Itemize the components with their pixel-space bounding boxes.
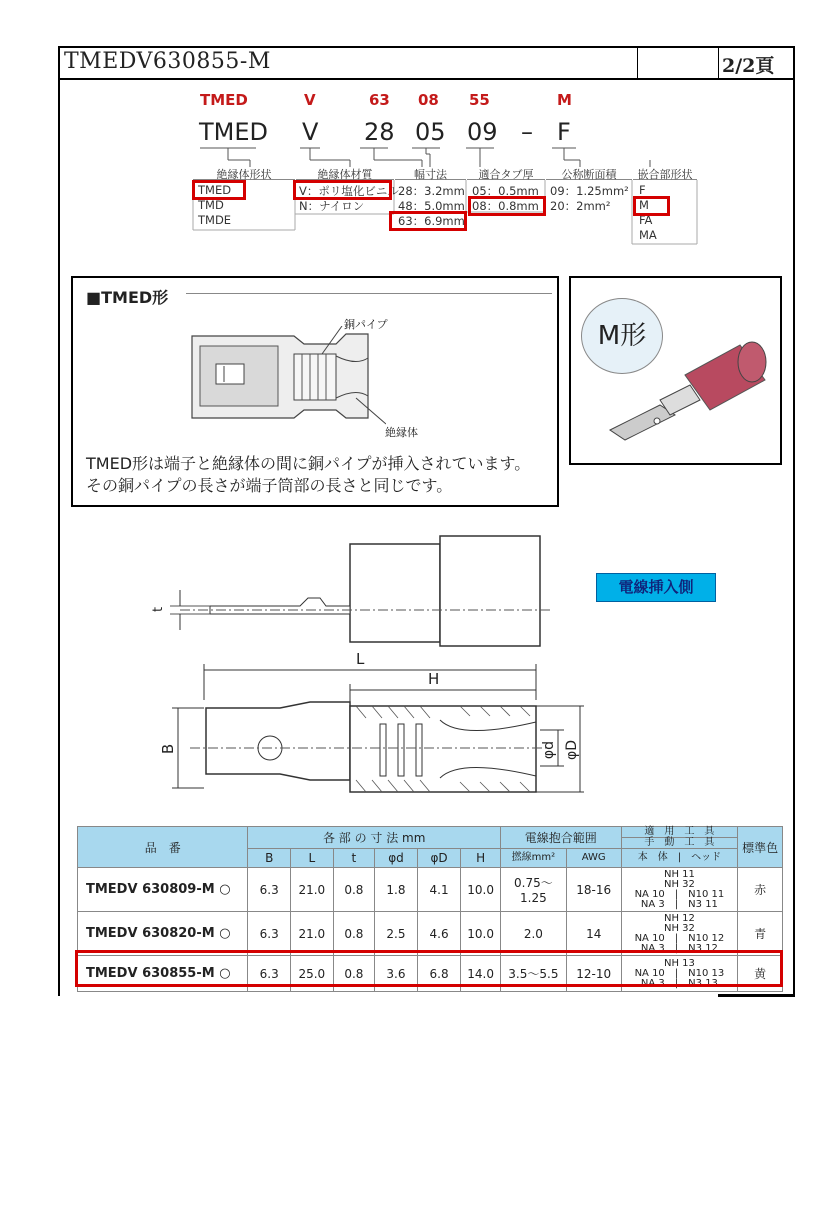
highlight-target-row [75, 950, 783, 987]
label-insulator: 絶縁体 [385, 426, 418, 439]
option-shape-tmd: TMD [198, 198, 224, 212]
th-B: B [248, 849, 291, 868]
option-fit-ma: MA [639, 228, 657, 242]
page-number: 2/2頁 [722, 55, 775, 77]
cell-awg: 18-16 [566, 868, 621, 912]
highlight-width-63 [389, 211, 467, 231]
cell-H: 10.0 [461, 912, 501, 956]
example-code-dash: – [521, 118, 533, 146]
dim-B-label: B [159, 743, 178, 755]
tmed-cross-section-illustration [186, 326, 386, 426]
cell-d: 3.6 [375, 956, 418, 992]
part-mark: ○ [219, 882, 231, 897]
th-tool-sub: 本 体 | ヘッド [621, 849, 738, 868]
cell-mm2: 0.75～1.25 [500, 868, 566, 912]
option-shape-tmed: TMED [198, 183, 232, 197]
cell-B: 6.3 [248, 912, 291, 956]
tmed-panel-title: ■TMED形 [86, 288, 169, 307]
header-divider [718, 46, 719, 79]
th-t: t [333, 849, 375, 868]
option-fit-f: F [639, 183, 646, 197]
th-tool [621, 827, 738, 849]
terminal-side-view [140, 528, 560, 648]
wire-insertion-side-label: 電線挿入側 [596, 573, 716, 602]
cell-t: 0.8 [333, 868, 375, 912]
cell-t: 0.8 [333, 956, 375, 992]
table-row [78, 912, 783, 956]
tool-head: N3 11 [688, 898, 718, 910]
tool-body: NA 10 [634, 967, 665, 979]
cell-color: 青 [738, 912, 783, 956]
example-code-material: V [302, 118, 319, 146]
cell-awg: 14 [566, 912, 621, 956]
tool-head: N10 11 [688, 888, 725, 900]
cell-mm2: 3.5～5.5 [500, 956, 566, 992]
tool-body: NA 10 [634, 932, 665, 944]
red-code-tab: 08 [418, 91, 439, 109]
part-number [78, 912, 248, 956]
tool-head: N10 13 [688, 967, 725, 979]
cell-B: 6.3 [248, 868, 291, 912]
tool-nh: NH 13 [663, 957, 695, 969]
red-code-section: 55 [469, 91, 490, 109]
cell-mm2: 2.0 [500, 912, 566, 956]
cell-L: 21.0 [291, 912, 334, 956]
option-section-20: 20：2mm² [550, 199, 611, 213]
example-code-shape: F [557, 118, 571, 146]
option-width-48: 48：5.0mm [398, 199, 465, 213]
tool-nh: NH 32 [663, 922, 695, 934]
th-wire: 電線抱合範囲 [500, 827, 621, 849]
tmed-description-line1: TMED形は端子と絶縁体の間に銅パイプが挿入されています。 [86, 454, 531, 473]
cell-D: 4.1 [417, 868, 461, 912]
option-tab-08: 08：0.8mm [472, 199, 539, 213]
part-number-text: TMEDV 630809-M [86, 882, 215, 897]
footer-rule [718, 994, 795, 997]
tool-head: N3 13 [688, 977, 718, 989]
col-heading-tab: 適合タブ厚 [467, 166, 545, 180]
part-mark: ○ [219, 926, 231, 941]
highlight-fit-m [633, 196, 670, 216]
option-fit-fa: FA [639, 213, 653, 227]
example-code-width: 28 [364, 118, 395, 146]
example-code-tab: 05 [415, 118, 446, 146]
highlight-tab-08 [468, 196, 546, 216]
part-mark: ○ [219, 966, 231, 981]
option-section-09: 09：1.25mm² [550, 184, 629, 198]
cell-B: 6.3 [248, 956, 291, 992]
dim-L-label: L [356, 650, 365, 668]
dim-D-label: φD [564, 739, 581, 761]
header-divider [637, 46, 638, 79]
col-heading-fit: 嵌合部形状 [633, 166, 697, 180]
part-number-text: TMEDV 630820-M [86, 926, 215, 941]
tool-nh: NH 11 [663, 868, 695, 880]
cell-D: 6.8 [417, 956, 461, 992]
th-tool-applicable: 適 用 工 具 [644, 826, 715, 837]
th-tool-body: 本 体 [637, 852, 668, 863]
option-shape-tmde: TMDE [198, 213, 232, 227]
cell-d: 2.5 [375, 912, 418, 956]
example-code-section: 09 [467, 118, 498, 146]
option-material-v: V：ポリ塩化ビニル [299, 184, 399, 198]
th-color: 標準色 [738, 827, 783, 868]
cell-H: 14.0 [461, 956, 501, 992]
part-number-text: TMEDV 630855-M [86, 966, 215, 981]
th-tool-manual: 手 動 工 具 [622, 837, 738, 848]
tool-body: NA 3 [640, 942, 665, 954]
cell-tools: NH 11 NH 32 NA 10 | N10 11 NA 3 | N3 11 [621, 868, 738, 912]
cell-tools: NH 13 NA 10 | N10 13 NA 3 | N3 13 [621, 956, 738, 992]
tmed-description-line2: その銅パイプの長さが端子筒部の長さと同じです。 [86, 476, 453, 495]
th-part: 品 番 [78, 827, 248, 868]
dim-t-label: t [151, 606, 167, 613]
option-width-63: 63：6.9mm [398, 214, 465, 228]
table-row [78, 868, 783, 912]
th-dims: 各 部 の 寸 法 mm [248, 827, 501, 849]
red-code-material: V [304, 91, 316, 109]
cell-color: 赤 [738, 868, 783, 912]
option-material-n: N：ナイロン [299, 199, 365, 213]
th-awg: AWG [566, 849, 621, 868]
tool-body: NA 3 [640, 898, 665, 910]
col-heading-shape: 絶縁体形状 [193, 166, 295, 180]
cell-H: 10.0 [461, 868, 501, 912]
red-code-series: TMED [200, 91, 248, 109]
cell-tools: NH 12 NH 32 NA 10 | N10 12 NA 3 | N3 12 [621, 912, 738, 956]
th-L: L [291, 849, 334, 868]
cell-awg: 12-10 [566, 956, 621, 992]
m-terminal-illustration [600, 330, 780, 460]
cell-D: 4.6 [417, 912, 461, 956]
th-d: φd [375, 849, 418, 868]
example-code-series: TMED [199, 118, 269, 146]
col-heading-width: 幅寸法 [395, 166, 466, 180]
terminal-top-view [160, 660, 600, 810]
tool-head: N3 12 [688, 942, 718, 954]
cell-color: 黄 [738, 956, 783, 992]
header-rule [58, 78, 795, 80]
red-code-width: 63 [369, 91, 390, 109]
th-D: φD [417, 849, 461, 868]
tool-nh: NH 12 [663, 912, 695, 924]
part-number [78, 868, 248, 912]
option-width-28: 28：3.2mm [398, 184, 465, 198]
th-H: H [461, 849, 501, 868]
col-heading-section: 公称断面積 [546, 166, 632, 180]
cell-t: 0.8 [333, 912, 375, 956]
th-tool-head: ヘッド [691, 852, 722, 863]
tool-head: N10 12 [688, 932, 725, 944]
th-mm2: 撚線mm² [500, 849, 566, 868]
tool-nh: NH 32 [663, 878, 695, 890]
option-fit-m: M [639, 198, 649, 212]
cell-d: 1.8 [375, 868, 418, 912]
highlight-material-v [293, 180, 392, 200]
cell-L: 21.0 [291, 868, 334, 912]
dim-d-label: φd [541, 740, 558, 760]
option-tab-05: 05：0.5mm [472, 184, 539, 198]
label-copper-pipe: 銅パイプ [344, 318, 388, 331]
tool-body: NA 10 [634, 888, 665, 900]
col-heading-material: 絶縁体材質 [296, 166, 394, 180]
tmed-title-rule [186, 293, 552, 294]
cell-L: 25.0 [291, 956, 334, 992]
document-title: TMEDV630855-M [64, 49, 271, 74]
red-code-shape: M [557, 91, 572, 109]
highlight-tmed [192, 180, 246, 200]
tool-body: NA 3 [640, 977, 665, 989]
dim-H-label: H [428, 670, 440, 688]
m-shape-badge: M形 [581, 298, 663, 374]
